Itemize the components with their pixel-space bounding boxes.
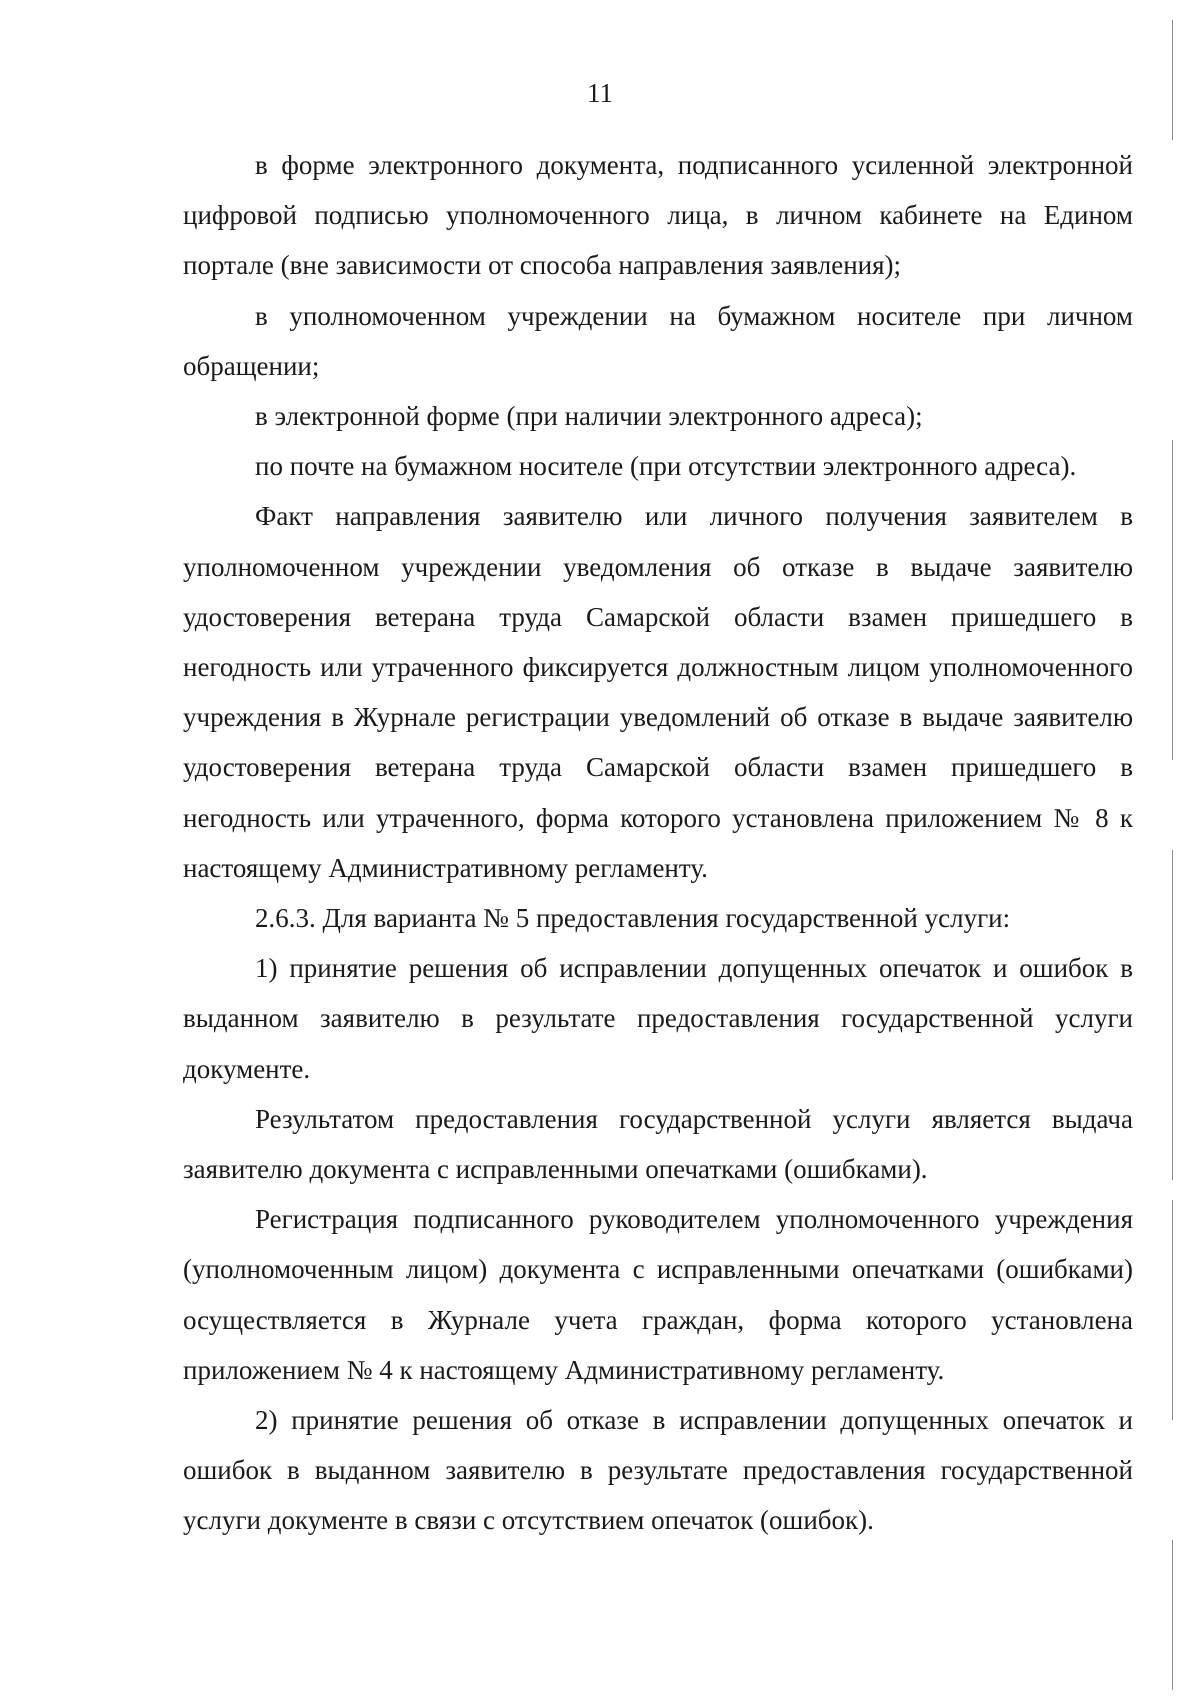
scan-edge-line — [1172, 1540, 1173, 1690]
scan-edge-line — [1172, 20, 1173, 140]
paragraph-correction-refusal: 2) принятие решения об отказе в исправлении допущенных опечаток и ошибок в выданном заявителю в результате предоставления государственной услуги документе в связи с отсутствием опечаток (ошибок). — [183, 1405, 1133, 1536]
paragraph-section-2-6-3: 2.6.3. Для варианта № 5 предоставления государственной услуги: — [255, 903, 1011, 934]
page-number: 11 — [587, 78, 613, 108]
paragraph-refusal-notice-registration: Факт направления заявителю или личного получения заявителем в уполномоченном учреждении уведомления об отказе в выдаче заявителю удостоверения ветерана труда Самарской области взамен пришедшего в негодность или утраченного фиксируется должностным лицом уполномоченного учреждения в Журнале регистрации уведомлений об отказе в выдаче заявителю удостоверения ветерана труда Самарской области взамен пришедшего в негодность или утраченного, форма которого установлена приложением № 8 к настоящему Административному регламенту. — [183, 501, 1133, 883]
paragraph-correction-registration: Регистрация подписанного руководителем уполномоченного учреждения (уполномоченным лицом) документа с исправленными опечатками (ошибками) осуществляется в Журнале учета граждан, форма которого установлена приложением № 4 к настоящему Административному регламенту. — [183, 1204, 1133, 1385]
paragraph-result-by-mail: по почте на бумажном носителе (при отсутствии электронного адреса). — [255, 451, 1077, 482]
paragraph-correction-decision: 1) принятие решения об исправлении допущенных опечаток и ошибок в выданном заявителю в результате предоставления государственной услуги документе. — [183, 953, 1133, 1084]
scan-edge-line — [1172, 850, 1173, 1180]
paragraph-result-paper-in-person: в уполномоченном учреждении на бумажном носителе при личном обращении; — [183, 300, 1133, 381]
paragraph-result-electronic-form: в электронной форме (при наличии электронного адреса); — [255, 401, 923, 432]
document-body — [183, 140, 1133, 1546]
scan-edge-line — [1172, 1200, 1173, 1420]
paragraph-correction-result: Результатом предоставления государственной услуги является выдача заявителю документа с исправленными опечатками (ошибками). — [183, 1103, 1133, 1185]
paragraph-result-electronic-signature: в форме электронного документа, подписанного усиленной электронной цифровой подписью уполномоченного лица, в личном кабинете на Едином портале (вне зависимости от способа направления заявления); — [183, 150, 1133, 281]
scan-edge-line — [1172, 440, 1173, 760]
